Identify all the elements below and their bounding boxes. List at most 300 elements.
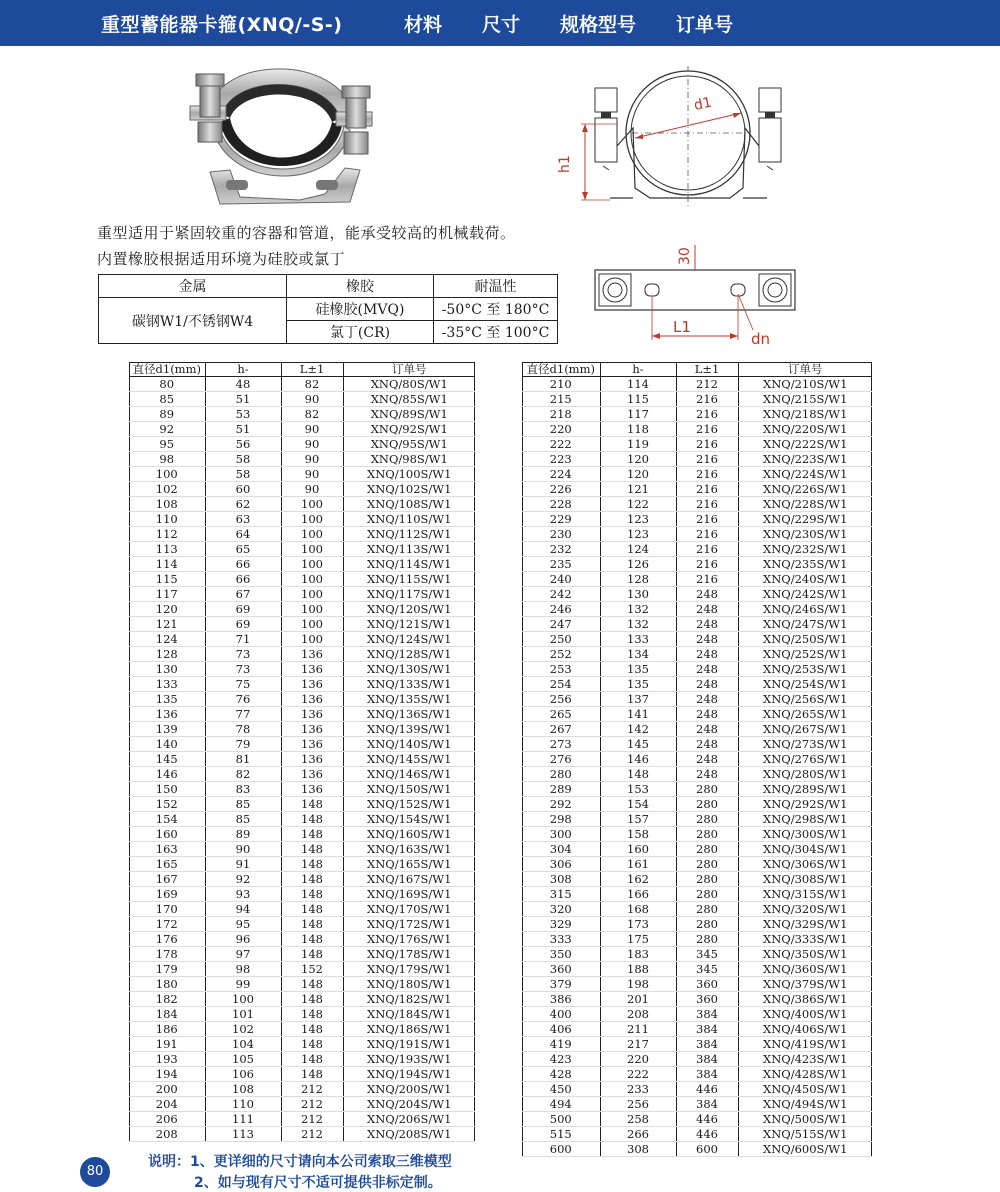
- cell-diameter: 247: [522, 617, 600, 632]
- cell-h: 161: [600, 857, 676, 872]
- table-row: [522, 827, 872, 842]
- table-row: [522, 662, 872, 677]
- table-row: [129, 902, 475, 917]
- cell-l: 100: [281, 617, 343, 632]
- cell-diameter: 154: [129, 812, 205, 827]
- cell-diameter: 253: [522, 662, 600, 677]
- cell-order-number: XNQ/112S/W1: [343, 527, 475, 542]
- table-row: [129, 962, 475, 977]
- cell-l: 136: [281, 767, 343, 782]
- cell-order-number: XNQ/184S/W1: [343, 1007, 475, 1022]
- cell-h: 118: [600, 422, 676, 437]
- cell-h: 217: [600, 1037, 676, 1052]
- cell-l: 148: [281, 872, 343, 887]
- cell-order-number: XNQ/206S/W1: [343, 1112, 475, 1127]
- cell-order-number: XNQ/191S/W1: [343, 1037, 475, 1052]
- cell-h: 211: [600, 1022, 676, 1037]
- cell-diameter: 128: [129, 647, 205, 662]
- cell-l: 216: [676, 392, 738, 407]
- materials-temp: -35°C 至 100°C: [434, 321, 558, 344]
- cell-l: 600: [676, 1142, 738, 1157]
- cell-diameter: 379: [522, 977, 600, 992]
- cell-l: 360: [676, 977, 738, 992]
- table-row: [522, 1052, 872, 1067]
- cell-diameter: 276: [522, 752, 600, 767]
- cell-diameter: 224: [522, 467, 600, 482]
- cell-order-number: XNQ/186S/W1: [343, 1022, 475, 1037]
- cell-h: 175: [600, 932, 676, 947]
- cell-h: 134: [600, 647, 676, 662]
- cell-order-number: XNQ/160S/W1: [343, 827, 475, 842]
- cell-h: 96: [205, 932, 281, 947]
- cell-diameter: 124: [129, 632, 205, 647]
- table-row: [129, 737, 475, 752]
- note-line-2: 2、如与现有尺寸不适可提供非标定制。: [194, 1175, 442, 1191]
- cell-order-number: XNQ/133S/W1: [343, 677, 475, 692]
- cell-order-number: XNQ/176S/W1: [343, 932, 475, 947]
- cell-l: 90: [281, 422, 343, 437]
- cell-h: 148: [600, 767, 676, 782]
- cell-l: 212: [281, 1082, 343, 1097]
- cell-order-number: XNQ/210S/W1: [738, 377, 872, 392]
- cell-diameter: 252: [522, 647, 600, 662]
- col-diameter: 直径d1(mm): [522, 362, 600, 377]
- cell-diameter: 223: [522, 452, 600, 467]
- table-row: [522, 932, 872, 947]
- cell-diameter: 167: [129, 872, 205, 887]
- cell-diameter: 108: [129, 497, 205, 512]
- cell-l: 136: [281, 692, 343, 707]
- cell-h: 154: [600, 797, 676, 812]
- cell-h: 85: [205, 812, 281, 827]
- cell-h: 141: [600, 707, 676, 722]
- cell-diameter: 329: [522, 917, 600, 932]
- cell-l: 216: [676, 512, 738, 527]
- cell-l: 148: [281, 977, 343, 992]
- spec-table-right: [522, 362, 872, 1157]
- cell-l: 148: [281, 947, 343, 962]
- cell-diameter: 130: [129, 662, 205, 677]
- cell-order-number: XNQ/135S/W1: [343, 692, 475, 707]
- cell-l: 384: [676, 1007, 738, 1022]
- cell-order-number: XNQ/500S/W1: [738, 1112, 872, 1127]
- cell-order-number: XNQ/152S/W1: [343, 797, 475, 812]
- table-row: [522, 812, 872, 827]
- cell-l: 148: [281, 917, 343, 932]
- table-row: [129, 1082, 475, 1097]
- cell-h: 166: [600, 887, 676, 902]
- cell-l: 384: [676, 1067, 738, 1082]
- cell-order-number: XNQ/306S/W1: [738, 857, 872, 872]
- cell-l: 248: [676, 587, 738, 602]
- cell-l: 148: [281, 857, 343, 872]
- cell-order-number: XNQ/235S/W1: [738, 557, 872, 572]
- cell-diameter: 114: [129, 557, 205, 572]
- cell-diameter: 215: [522, 392, 600, 407]
- cell-l: 248: [676, 647, 738, 662]
- cell-diameter: 113: [129, 542, 205, 557]
- table-row: [129, 647, 475, 662]
- table-row: [522, 677, 872, 692]
- col-h: h-: [205, 362, 281, 377]
- cell-l: 280: [676, 797, 738, 812]
- cell-order-number: XNQ/102S/W1: [343, 482, 475, 497]
- table-row: [129, 857, 475, 872]
- table-row: [522, 977, 872, 992]
- table-row: [522, 377, 872, 392]
- cell-l: 248: [676, 737, 738, 752]
- cell-diameter: 273: [522, 737, 600, 752]
- cell-order-number: XNQ/386S/W1: [738, 992, 872, 1007]
- cell-h: 66: [205, 572, 281, 587]
- cell-l: 100: [281, 497, 343, 512]
- table-row: [129, 812, 475, 827]
- cell-diameter: 182: [129, 992, 205, 1007]
- cell-l: 345: [676, 962, 738, 977]
- table-row: [522, 1037, 872, 1052]
- cell-h: 58: [205, 452, 281, 467]
- cell-order-number: XNQ/267S/W1: [738, 722, 872, 737]
- cell-h: 65: [205, 542, 281, 557]
- cell-l: 136: [281, 752, 343, 767]
- cell-l: 90: [281, 392, 343, 407]
- table-row: [129, 527, 475, 542]
- table-row: [522, 482, 872, 497]
- table-row: [129, 572, 475, 587]
- cell-order-number: XNQ/252S/W1: [738, 647, 872, 662]
- table-row: [129, 692, 475, 707]
- table-row: [129, 1022, 475, 1037]
- cell-diameter: 206: [129, 1112, 205, 1127]
- cell-diameter: 172: [129, 917, 205, 932]
- cell-l: 136: [281, 707, 343, 722]
- cell-order-number: XNQ/170S/W1: [343, 902, 475, 917]
- cell-h: 111: [205, 1112, 281, 1127]
- cell-diameter: 100: [129, 467, 205, 482]
- cell-diameter: 110: [129, 512, 205, 527]
- cell-diameter: 230: [522, 527, 600, 542]
- cell-l: 216: [676, 497, 738, 512]
- cell-diameter: 400: [522, 1007, 600, 1022]
- cell-h: 160: [600, 842, 676, 857]
- cell-h: 130: [600, 587, 676, 602]
- cell-order-number: XNQ/400S/W1: [738, 1007, 872, 1022]
- cell-l: 90: [281, 452, 343, 467]
- cell-h: 222: [600, 1067, 676, 1082]
- cell-h: 117: [600, 407, 676, 422]
- header-tab-material: 材料: [404, 14, 443, 36]
- cell-h: 124: [600, 542, 676, 557]
- table-row: [522, 962, 872, 977]
- cell-h: 110: [205, 1097, 281, 1112]
- cell-h: 119: [600, 437, 676, 452]
- cell-h: 208: [600, 1007, 676, 1022]
- cell-l: 136: [281, 662, 343, 677]
- table-row: [522, 632, 872, 647]
- cell-diameter: 298: [522, 812, 600, 827]
- cell-l: 446: [676, 1127, 738, 1142]
- cell-order-number: XNQ/172S/W1: [343, 917, 475, 932]
- cell-diameter: 200: [129, 1082, 205, 1097]
- cell-h: 123: [600, 527, 676, 542]
- table-row: [129, 1067, 475, 1082]
- table-row: [522, 767, 872, 782]
- cell-h: 63: [205, 512, 281, 527]
- table-row: [129, 1097, 475, 1112]
- cell-order-number: XNQ/182S/W1: [343, 992, 475, 1007]
- cell-h: 62: [205, 497, 281, 512]
- cell-diameter: 145: [129, 752, 205, 767]
- cell-order-number: XNQ/146S/W1: [343, 767, 475, 782]
- table-row: [522, 467, 872, 482]
- cell-l: 90: [281, 437, 343, 452]
- cell-h: 73: [205, 647, 281, 662]
- cell-order-number: XNQ/222S/W1: [738, 437, 872, 452]
- table-row: [129, 542, 475, 557]
- cell-l: 384: [676, 1022, 738, 1037]
- cell-diameter: 350: [522, 947, 600, 962]
- table-row: [129, 977, 475, 992]
- cell-diameter: 140: [129, 737, 205, 752]
- cell-order-number: XNQ/215S/W1: [738, 392, 872, 407]
- cell-diameter: 292: [522, 797, 600, 812]
- cell-h: 77: [205, 707, 281, 722]
- cell-h: 128: [600, 572, 676, 587]
- cell-diameter: 133: [129, 677, 205, 692]
- cell-order-number: XNQ/250S/W1: [738, 632, 872, 647]
- cell-diameter: 360: [522, 962, 600, 977]
- cell-order-number: XNQ/256S/W1: [738, 692, 872, 707]
- cell-order-number: XNQ/120S/W1: [343, 602, 475, 617]
- table-row: [522, 407, 872, 422]
- cell-order-number: XNQ/428S/W1: [738, 1067, 872, 1082]
- table-row: [129, 512, 475, 527]
- cell-diameter: 139: [129, 722, 205, 737]
- cell-h: 258: [600, 1112, 676, 1127]
- cell-order-number: XNQ/276S/W1: [738, 752, 872, 767]
- table-row: [522, 872, 872, 887]
- cell-diameter: 308: [522, 872, 600, 887]
- cell-diameter: 280: [522, 767, 600, 782]
- cell-order-number: XNQ/178S/W1: [343, 947, 475, 962]
- cell-l: 216: [676, 557, 738, 572]
- cell-l: 280: [676, 932, 738, 947]
- table-row: [129, 677, 475, 692]
- cell-l: 248: [676, 752, 738, 767]
- cell-h: 114: [600, 377, 676, 392]
- cell-h: 137: [600, 692, 676, 707]
- table-row: [129, 377, 475, 392]
- table-row: [129, 497, 475, 512]
- cell-l: 216: [676, 527, 738, 542]
- table-row: [522, 602, 872, 617]
- cell-order-number: XNQ/289S/W1: [738, 782, 872, 797]
- h1-label: h1: [557, 155, 573, 173]
- cell-order-number: XNQ/150S/W1: [343, 782, 475, 797]
- cell-h: 158: [600, 827, 676, 842]
- cell-order-number: XNQ/304S/W1: [738, 842, 872, 857]
- cell-l: 100: [281, 587, 343, 602]
- cell-h: 67: [205, 587, 281, 602]
- table-row: [129, 1112, 475, 1127]
- cell-diameter: 193: [129, 1052, 205, 1067]
- intro-line-1: 重型适用于紧固较重的容器和管道，能承受较高的机械载荷。: [97, 224, 516, 242]
- cell-h: 135: [600, 662, 676, 677]
- materials-table: [98, 274, 558, 344]
- cell-l: 384: [676, 1052, 738, 1067]
- cell-diameter: 232: [522, 542, 600, 557]
- cell-h: 173: [600, 917, 676, 932]
- table-row: [129, 602, 475, 617]
- table-row: [129, 1127, 475, 1142]
- cell-order-number: XNQ/179S/W1: [343, 962, 475, 977]
- cell-l: 446: [676, 1082, 738, 1097]
- table-row: [522, 992, 872, 1007]
- cell-order-number: XNQ/115S/W1: [343, 572, 475, 587]
- table-row: [522, 692, 872, 707]
- cell-h: 157: [600, 812, 676, 827]
- cell-l: 248: [676, 722, 738, 737]
- cell-order-number: XNQ/163S/W1: [343, 842, 475, 857]
- cell-diameter: 515: [522, 1127, 600, 1142]
- cell-order-number: XNQ/228S/W1: [738, 497, 872, 512]
- table-row: [129, 1037, 475, 1052]
- cell-order-number: XNQ/136S/W1: [343, 707, 475, 722]
- cell-order-number: XNQ/208S/W1: [343, 1127, 475, 1142]
- cell-l: 216: [676, 422, 738, 437]
- cell-order-number: XNQ/246S/W1: [738, 602, 872, 617]
- cell-h: 142: [600, 722, 676, 737]
- table-row: [522, 452, 872, 467]
- table-row: [522, 572, 872, 587]
- cell-l: 136: [281, 782, 343, 797]
- cell-diameter: 226: [522, 482, 600, 497]
- header-bar: [0, 0, 1000, 46]
- cell-diameter: 306: [522, 857, 600, 872]
- cell-h: 145: [600, 737, 676, 752]
- cell-l: 248: [676, 617, 738, 632]
- cell-h: 82: [205, 767, 281, 782]
- table-row: [129, 782, 475, 797]
- table-row: [129, 662, 475, 677]
- cell-diameter: 406: [522, 1022, 600, 1037]
- cell-l: 280: [676, 812, 738, 827]
- cell-order-number: XNQ/95S/W1: [343, 437, 475, 452]
- table-row: [129, 992, 475, 1007]
- cell-l: 148: [281, 842, 343, 857]
- table-row: [522, 512, 872, 527]
- cell-l: 216: [676, 467, 738, 482]
- cell-diameter: 222: [522, 437, 600, 452]
- cell-h: 98: [205, 962, 281, 977]
- cell-h: 48: [205, 377, 281, 392]
- cell-h: 105: [205, 1052, 281, 1067]
- cell-h: 100: [205, 992, 281, 1007]
- cell-h: 89: [205, 827, 281, 842]
- cell-diameter: 98: [129, 452, 205, 467]
- materials-metal-value: 碳钢W1/不锈钢W4: [99, 298, 287, 344]
- cell-diameter: 315: [522, 887, 600, 902]
- table-row: [522, 1097, 872, 1112]
- cell-h: 69: [205, 602, 281, 617]
- cell-l: 148: [281, 902, 343, 917]
- cell-diameter: 419: [522, 1037, 600, 1052]
- table-row: [522, 497, 872, 512]
- materials-header-temp: 耐温性: [434, 275, 558, 298]
- cell-h: 97: [205, 947, 281, 962]
- cell-diameter: 386: [522, 992, 600, 1007]
- cell-h: 153: [600, 782, 676, 797]
- table-row: [129, 722, 475, 737]
- cell-l: 148: [281, 932, 343, 947]
- page-title: 重型蓄能器卡箍(XNQ/-S-): [101, 14, 343, 36]
- cell-diameter: 228: [522, 497, 600, 512]
- table-row: [129, 917, 475, 932]
- cell-l: 248: [676, 692, 738, 707]
- cell-diameter: 170: [129, 902, 205, 917]
- table-row: [522, 527, 872, 542]
- cell-l: 100: [281, 557, 343, 572]
- cell-l: 100: [281, 512, 343, 527]
- cell-order-number: XNQ/300S/W1: [738, 827, 872, 842]
- table-row: [522, 887, 872, 902]
- cell-diameter: 169: [129, 887, 205, 902]
- cell-diameter: 300: [522, 827, 600, 842]
- cell-h: 135: [600, 677, 676, 692]
- cell-diameter: 450: [522, 1082, 600, 1097]
- cell-order-number: XNQ/139S/W1: [343, 722, 475, 737]
- clamp-base-drawing: [585, 240, 805, 350]
- thirty-label: 30: [677, 247, 693, 265]
- header-tab-order: 订单号: [676, 14, 734, 36]
- cell-diameter: 254: [522, 677, 600, 692]
- cell-h: 104: [205, 1037, 281, 1052]
- cell-l: 280: [676, 782, 738, 797]
- col-l: L±1: [281, 362, 343, 377]
- cell-h: 64: [205, 527, 281, 542]
- cell-order-number: XNQ/80S/W1: [343, 377, 475, 392]
- cell-l: 216: [676, 437, 738, 452]
- note-line-1: 说明：1、更详细的尺寸请向本公司索取三维模型: [148, 1154, 452, 1170]
- cell-diameter: 146: [129, 767, 205, 782]
- cell-order-number: XNQ/121S/W1: [343, 617, 475, 632]
- cell-l: 216: [676, 407, 738, 422]
- spec-table-left: [129, 362, 475, 1142]
- cell-order-number: XNQ/494S/W1: [738, 1097, 872, 1112]
- table-row: [129, 467, 475, 482]
- cell-h: 266: [600, 1127, 676, 1142]
- table-row: [522, 857, 872, 872]
- cell-diameter: 184: [129, 1007, 205, 1022]
- cell-order-number: XNQ/333S/W1: [738, 932, 872, 947]
- table-row: [522, 782, 872, 797]
- col-diameter: 直径d1(mm): [129, 362, 205, 377]
- cell-order-number: XNQ/85S/W1: [343, 392, 475, 407]
- cell-l: 148: [281, 1022, 343, 1037]
- table-row: [129, 767, 475, 782]
- cell-l: 136: [281, 722, 343, 737]
- cell-h: 121: [600, 482, 676, 497]
- cell-l: 90: [281, 482, 343, 497]
- cell-h: 53: [205, 407, 281, 422]
- cell-h: 58: [205, 467, 281, 482]
- cell-l: 136: [281, 677, 343, 692]
- page-number-badge: 80: [80, 1157, 110, 1187]
- dn-label: dn: [751, 330, 771, 348]
- cell-order-number: XNQ/204S/W1: [343, 1097, 475, 1112]
- cell-l: 384: [676, 1097, 738, 1112]
- cell-h: 79: [205, 737, 281, 752]
